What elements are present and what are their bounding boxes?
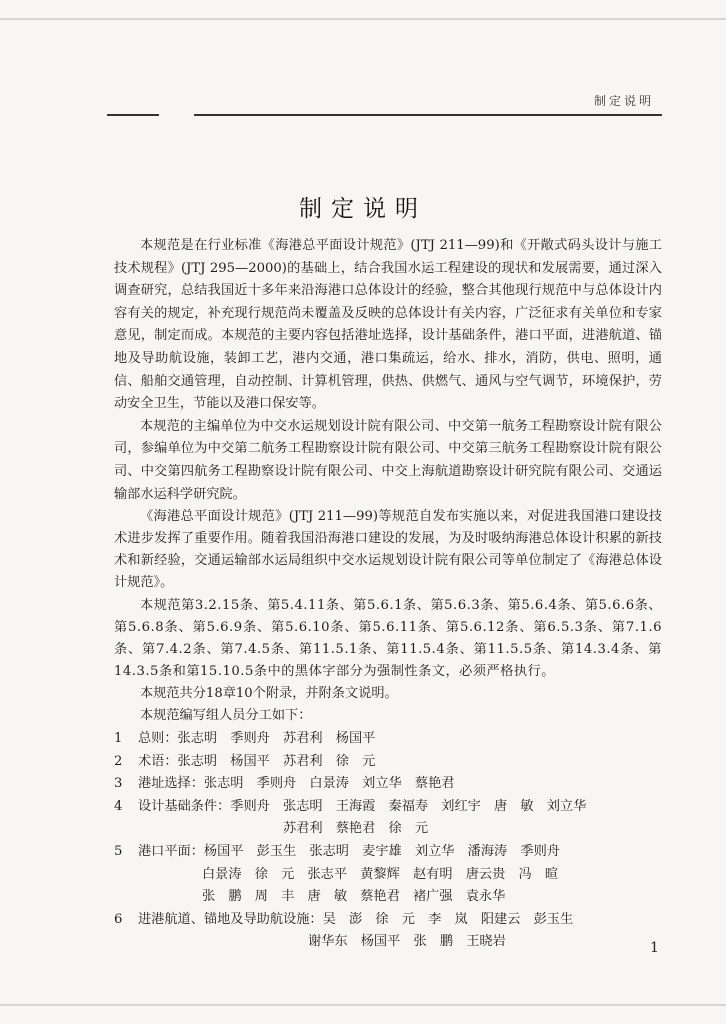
staff-item-number: 3 [114,776,123,792]
scan-edge-bottom [0,1004,726,1006]
staff-item [114,773,662,796]
page-number: 1 [650,940,659,956]
staff-item-number: 5 [114,844,123,860]
staff-item-line: 苏君利 蔡艳君 徐 元 [283,821,429,837]
staff-item-line: 港口平面：杨国平 彭玉生 张志明 麦宇雄 刘立华 潘海涛 季则舟 [138,844,560,860]
body-text [114,235,662,954]
paragraph-staff-intro: 本规范编写组人员分工如下： [140,708,312,724]
staff-item-number: 2 [114,753,123,769]
staff-item [114,841,662,909]
staff-item-line: 进港航道、锚地及导助航设施：吴 澎 徐 元 李 岚 阳建云 彭玉生 [138,911,574,927]
staff-item-number: 6 [114,911,123,927]
staff-item-line: 白景涛 徐 元 张志平 黄黎辉 赵有明 唐云贵 冯 暄 [202,866,559,882]
header-rule-left [107,114,159,116]
scan-edge-top [0,18,726,20]
staff-item-line: 谢华东 杨国平 张 鹏 王晓岩 [308,934,506,950]
staff-item-number: 4 [114,798,123,814]
staff-item-line: 港址选择：张志明 季则舟 白景涛 刘立华 蔡艳君 [138,776,455,792]
staff-item-line: 设计基础条件：季则舟 张志明 王海霞 秦福寿 刘红宇 唐 敏 刘立华 [138,798,587,814]
staff-item [114,728,662,751]
staff-item [114,909,662,954]
staff-item [114,751,662,774]
paragraph-units: 本规范的主编单位为中交水运规划设计院有限公司、中交第一航务工程勘察设计院有限公司，参编单位为中交第二航务工程勘察设计院有限公司、中交第三航务工程勘察设计院有限公司、中交第四航务工程勘察设计院有限公司、中交上海航道勘察设计研究院有限公司、交通运输部水运科学研究院。 [114,418,662,502]
page-title: 制定说明 [299,196,427,222]
staff-item-line: 术语：张志明 杨国平 苏君利 徐 元 [138,753,376,769]
staff-item-line: 张 鹏 周 丰 唐 敏 蔡艳君 褚广强 袁永华 [202,889,506,905]
staff-item-number: 1 [114,731,123,747]
staff-list [114,728,662,954]
paragraph-scope: 本规范是在行业标准《海港总平面设计规范》(JTJ 211—99)和《开敞式码头设计与施工技术规程》(JTJ 295—2000)的基础上，结合我国水运工程建设的现状和发展需要，通过深入调查研究，总结我国近十多年来沿海港口总体设计的经验，整合其他现行规范中与总体设计内容有关的规定，补充现行规范尚未覆盖及反映的总体设计有关内容，广泛征求有关单位和专家意见，制定而成。本规范的主要内容包括港址选择，设计基础条件，港口平面，进港航道、锚地及导助航设施，装卸工艺，港内交通，港口集疏运，给水、排水，消防，供电、照明，通信、船舶交通管理，自动控制、计算机管理，供热、供燃气、通风与空气调节，环境保护，劳动安全卫生，节能以及港口保安等。 [114,238,662,412]
staff-item [114,796,662,841]
paragraph-background: 《海港总平面设计规范》(JTJ 211—99)等规范自发布实施以来，对促进我国港口建设技术进步发挥了重要作用。随着我国沿海港口建设的发展，为及时吸纳海港总体设计积累的新技术和新经验，交通运输部水运局组织中交水运规划设计院有限公司等单位制定了《海港总体设计规范》。 [114,509,662,591]
paragraph-mandatory-clauses: 本规范第3.2.15条、第5.4.11条、第5.6.1条、第5.6.3条、第5.6.4条、第5.6.6条、第5.6.8条、第5.6.9条、第5.6.10条、第5.6.11条、第5.6.12条、第6.5.3条、第7.1.6条、第7.4.2条、第7.4.5条、第11.5.1条、第11.5.4条、第11.5.5条、第14.3.4条、第14.3.5条和第15.10.5条中的黑体字部分为强制性条文，必须严格执行。 [114,597,662,679]
staff-item-line: 总则：张志明 季则舟 苏君利 杨国平 [138,731,376,747]
paragraph-structure: 本规范共分18章10个附录，并附条文说明。 [140,685,398,701]
header-rule-right [194,114,662,116]
running-header: 制定说明 [594,94,655,108]
